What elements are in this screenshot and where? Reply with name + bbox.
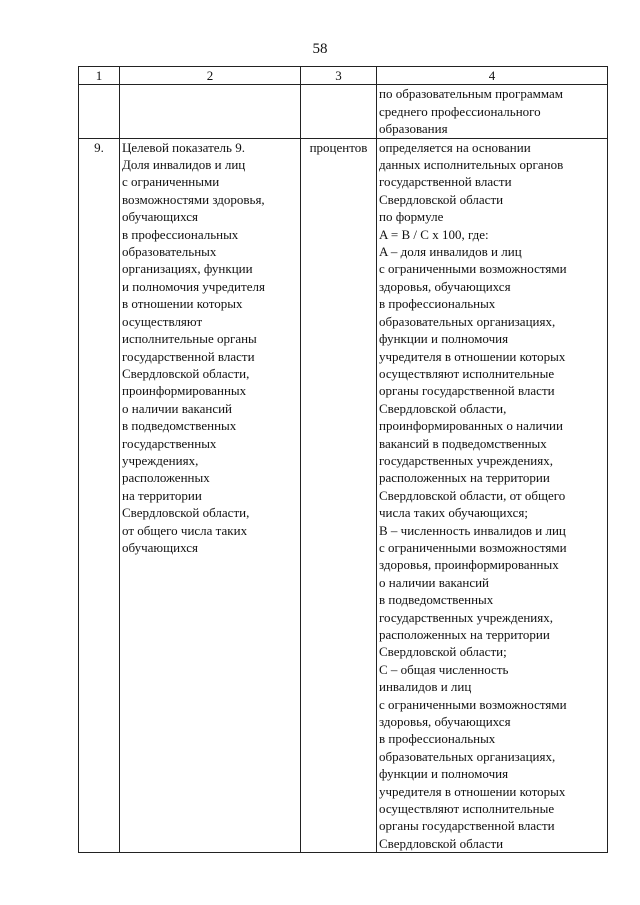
table-row [79, 138, 608, 853]
continued-indicator-cell [120, 85, 301, 138]
table-header-row [79, 67, 608, 85]
row-number: 9. [79, 138, 120, 853]
continued-num-cell [79, 85, 120, 138]
header-col-1: 1 [79, 67, 120, 85]
header-col-4: 4 [377, 67, 608, 85]
continued-row [79, 85, 608, 138]
header-col-3: 3 [301, 67, 377, 85]
page-number: 58 [312, 41, 328, 57]
unit-of-measure: процентов [301, 138, 377, 853]
calculation-method: определяется на основании данных исполнительных органов государственной власти Свердловской области по формуле A = B / C x 100, где: A – доля инвалидов и лиц с ограниченными возможностями здоровья, обучающихся в профессиональных образовательных организациях, функции и полномочия учредителя в отношении которых осуществляют исполнительные органы государственной власти Свердловской области, проинформированных о наличии вакансий в подведомственных государственных учреждениях, расположенных на территории Свердловской области, от общего числа таких обучающихся; B – численность инвалидов и лиц с ограниченными возможностями здоровья, проинформированных о наличии вакансий в подведомственных государственных учреждениях, расположенных на территории Свердловской области; C – общая численность инвалидов и лиц с ограниченными возможностями здоровья, обучающихся в профессиональных образовательных организациях, функции и полномочия учредителя в отношении которых осуществляют исполнительные органы государственной власти Свердловской области [377, 138, 608, 853]
continued-unit-cell [301, 85, 377, 138]
indicator-name: Целевой показатель 9. Доля инвалидов и лиц с ограниченными возможностями здоровья, обучающихся в профессиональных образовательных организациях, функции и полномочия учредителя в отношении которых осуществляют исполнительные органы государственной власти Свердловской области, проинформированных о наличии вакансий в подведомственных государственных учреждениях, расположенных на территории Свердловской области, от общего числа таких обучающихся [120, 138, 301, 853]
header-col-2: 2 [120, 67, 301, 85]
indicator-table [78, 66, 608, 853]
continued-description-cell: по образовательным программам среднего профессионального образования [377, 85, 608, 138]
